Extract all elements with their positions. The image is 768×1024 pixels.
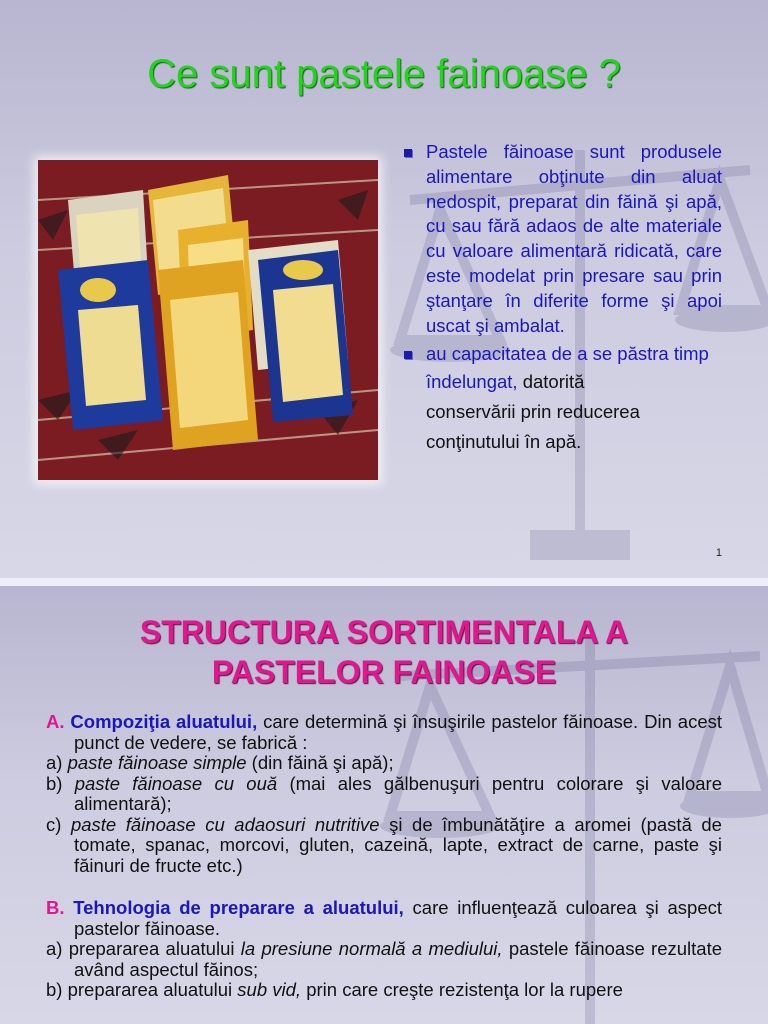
definition-list	[402, 140, 722, 457]
section-a-text: care determină şi însuşirile pastelor făinoase. Din acest punct de vedere, se fabrică :	[74, 711, 723, 753]
page-number: 1	[715, 547, 722, 559]
bullet-storage	[402, 342, 722, 457]
spacer	[46, 876, 722, 898]
section-a	[46, 712, 722, 753]
slide-title: Ce sunt pastele fainoase ?	[147, 52, 621, 96]
section-b-item: a) prepararea aluatului la presiune normală a mediului, pastele făinoase rezultate având aspectul făinos;	[46, 938, 722, 980]
title-line-1: STRUCTURA SORTIMENTALA A	[139, 614, 629, 650]
storage-tail-1: datorită	[517, 371, 585, 393]
slide-separator	[0, 578, 768, 586]
section-b-label: B. Tehnologia de preparare a aluatului,	[46, 897, 404, 918]
storage-tail-3: conţinutului în apă.	[426, 431, 582, 453]
definition-text: Pastele făinoase sunt produsele alimentare obţinute din aluat nedospit, preparat din făină şi apă, cu sau fără adaos de alte materiale cu valoare alimentară ridicată, care este modelat prin presare sau prin ştanţare în diferite forme şi apoi uscat şi ambalat.	[426, 141, 722, 336]
storage-tail-2: conservării prin reducerea	[426, 401, 640, 423]
slide-2	[0, 586, 768, 1024]
section-b	[46, 898, 722, 939]
section-a-item: a) paste făinoase simple (din făină şi apă);	[46, 752, 394, 773]
section-a-item: b) paste făinoase cu ouă (mai ales gălbenuşuri pentru colorare şi valoare alimentară);	[46, 772, 722, 814]
pasta-packages-photo	[38, 160, 378, 480]
section-b-text: care influenţează culoarea şi aspect pastelor făinoase.	[74, 897, 722, 939]
section-a-label: A. Compoziţia aluatului,	[46, 711, 258, 732]
slide-title-2	[0, 612, 768, 692]
section-b-item: b) prepararea aluatului sub vid, prin care creşte rezistenţa lor la rupere	[46, 979, 623, 1000]
bullet-definition	[402, 140, 722, 338]
structure-content	[46, 712, 722, 1001]
title-line-2: PASTELOR FAINOASE	[211, 654, 557, 690]
storage-lead-text: au capacitatea de a se păstra timp îndelungat,	[426, 343, 709, 393]
section-a-item: c) paste făinoase cu adaosuri nutritive şi de îmbunătăţire a aromei (pastă de tomate, spanac, morcovi, gluten, cazeină, lapte, extract de carne, paste şi făinuri de fructe etc.)	[46, 813, 722, 876]
